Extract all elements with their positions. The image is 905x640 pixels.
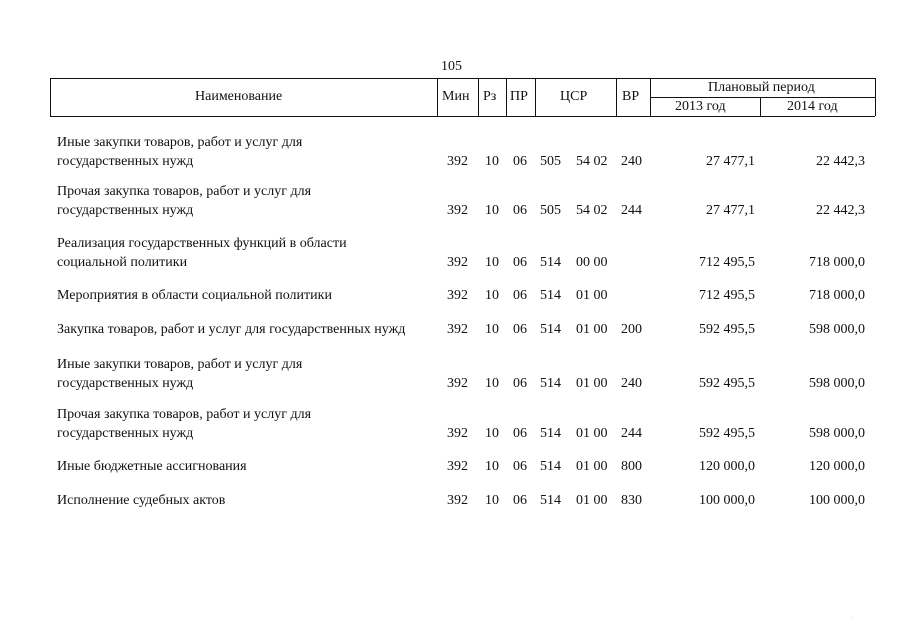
header-year-2013: 2013 год [675,99,726,114]
cell-pr: 06 [513,322,527,337]
cell-csr-item: 54 02 [576,154,608,169]
cell-2014: 598 000,0 [809,322,865,337]
cell-min: 392 [447,203,468,218]
table-row [0,182,905,220]
cell-rz: 10 [485,376,499,391]
table-row [0,491,905,510]
row-name-line: Прочая закупка товаров, работ и услуг для [57,184,312,199]
header-min: Мин [442,89,470,104]
row-name-line: Закупка товаров, работ и услуг для государственных нужд [57,322,406,337]
row-name-line: социальной политики [57,255,188,270]
cell-csr-program: 514 [540,459,561,474]
cell-csr-program: 514 [540,376,561,391]
cell-2013: 27 477,1 [706,203,755,218]
header-top-border [50,78,875,79]
header-border-right [875,78,876,116]
cell-vr: 800 [621,459,642,474]
header-csr: ЦСР [560,89,588,104]
table-row [0,405,905,443]
cell-vr: 830 [621,493,642,508]
cell-min: 392 [447,459,468,474]
cell-vr: 200 [621,322,642,337]
cell-min: 392 [447,154,468,169]
cell-min: 392 [447,376,468,391]
header-plan-period: Плановый период [708,80,815,95]
cell-csr-program: 514 [540,426,561,441]
row-name-line: Реализация государственных функций в области [57,236,347,251]
cell-csr-program: 514 [540,255,561,270]
cell-pr: 06 [513,288,527,303]
plan-period-divider [650,97,875,98]
row-name-line: государственных нужд [57,376,194,391]
row-name [57,234,437,272]
row-name-line: Прочая закупка товаров, работ и услуг для [57,407,312,422]
cell-vr: 240 [621,376,642,391]
cell-rz: 10 [485,255,499,270]
cell-pr: 06 [513,203,527,218]
row-name [57,133,437,171]
header-name: Наименование [195,89,283,104]
header-col-divider [437,78,438,116]
cell-2013: 27 477,1 [706,154,755,169]
table-row [0,286,905,305]
cell-csr-program: 505 [540,154,561,169]
cell-pr: 06 [513,376,527,391]
header-col-divider [616,78,617,116]
table-row [0,355,905,393]
row-name [57,182,437,220]
header-col-divider [506,78,507,116]
header-col-divider [478,78,479,116]
cell-csr-item: 54 02 [576,203,608,218]
cell-min: 392 [447,255,468,270]
row-name-line: Мероприятия в области социальной политики [57,288,332,303]
cell-pr: 06 [513,255,527,270]
row-name-line: Иные закупки товаров, работ и услуг для [57,357,303,372]
row-name [57,320,437,339]
table-row [0,133,905,171]
header-border-left [50,78,51,116]
cell-csr-item: 00 00 [576,255,608,270]
cell-2013: 592 495,5 [699,322,755,337]
cell-pr: 06 [513,459,527,474]
header-col-divider [535,78,536,116]
cell-csr-item: 01 00 [576,288,608,303]
row-name-line: государственных нужд [57,154,194,169]
cell-2013: 120 000,0 [699,459,755,474]
cell-2014: 718 000,0 [809,288,865,303]
table-row [0,457,905,476]
row-name-line: Иные бюджетные ассигнования [57,459,247,474]
cell-min: 392 [447,288,468,303]
cell-rz: 10 [485,154,499,169]
row-name [57,491,437,510]
row-name-line: государственных нужд [57,203,194,218]
cell-pr: 06 [513,426,527,441]
header-vr: ВР [622,89,640,104]
cell-2013: 100 000,0 [699,493,755,508]
cell-csr-program: 514 [540,322,561,337]
table-row [0,234,905,272]
row-name-line: Иные закупки товаров, работ и услуг для [57,135,303,150]
row-name-line: Исполнение судебных актов [57,493,226,508]
cell-csr-program: 514 [540,493,561,508]
cell-rz: 10 [485,288,499,303]
cell-2013: 592 495,5 [699,376,755,391]
cell-csr-item: 01 00 [576,376,608,391]
header-year-2014: 2014 год [787,99,838,114]
cell-2014: 598 000,0 [809,376,865,391]
scan-speck: · [850,615,852,621]
cell-csr-program: 514 [540,288,561,303]
cell-rz: 10 [485,203,499,218]
cell-min: 392 [447,426,468,441]
header-col-divider [760,97,761,116]
cell-pr: 06 [513,493,527,508]
cell-vr: 240 [621,154,642,169]
table-row [0,320,905,339]
cell-2013: 592 495,5 [699,426,755,441]
cell-2014: 100 000,0 [809,493,865,508]
row-name-line: государственных нужд [57,426,194,441]
cell-rz: 10 [485,322,499,337]
cell-2014: 598 000,0 [809,426,865,441]
cell-csr-item: 01 00 [576,459,608,474]
header-rz: Рз [483,89,497,104]
cell-2014: 718 000,0 [809,255,865,270]
cell-rz: 10 [485,493,499,508]
cell-min: 392 [447,493,468,508]
row-name [57,355,437,393]
cell-csr-item: 01 00 [576,426,608,441]
header-bottom-border [50,116,875,117]
cell-pr: 06 [513,154,527,169]
cell-2014: 22 442,3 [816,154,865,169]
cell-rz: 10 [485,459,499,474]
cell-csr-item: 01 00 [576,493,608,508]
page-number: 105 [441,59,462,74]
row-name [57,286,437,305]
header-col-divider [650,78,651,116]
header-pr: ПР [510,89,528,104]
cell-csr-item: 01 00 [576,322,608,337]
cell-2013: 712 495,5 [699,255,755,270]
row-name [57,457,437,476]
cell-2014: 120 000,0 [809,459,865,474]
cell-rz: 10 [485,426,499,441]
cell-2014: 22 442,3 [816,203,865,218]
row-name [57,405,437,443]
cell-min: 392 [447,322,468,337]
cell-vr: 244 [621,426,642,441]
cell-vr: 244 [621,203,642,218]
cell-csr-program: 505 [540,203,561,218]
cell-2013: 712 495,5 [699,288,755,303]
